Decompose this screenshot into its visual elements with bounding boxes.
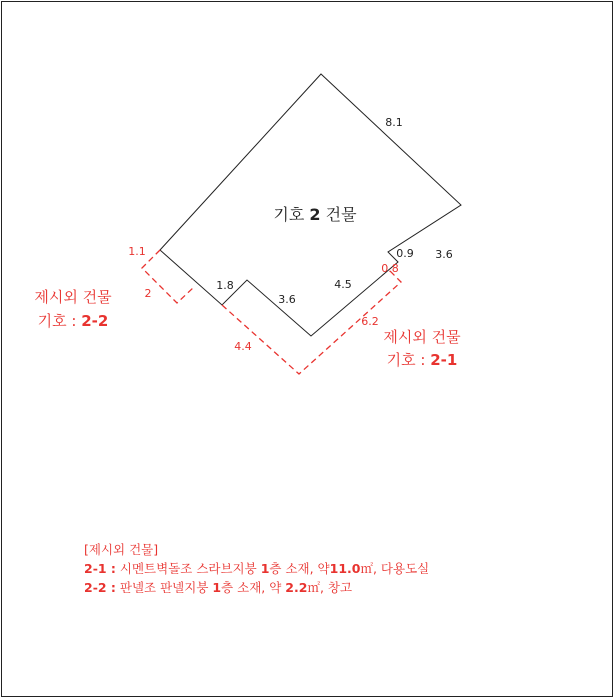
annex-2-2-label-line1: 제시외 건물 <box>34 288 112 306</box>
dim-inner-diag: 3.6 <box>278 293 296 306</box>
dim-right: 3.6 <box>435 248 453 261</box>
notes-line-2-2: 2-2 : 판넬조 판넬지붕 1층 소재, 약 2.2㎡, 창고 <box>84 580 353 595</box>
annex-2-1-label-line1: 제시외 건물 <box>383 328 461 346</box>
dim-annex-2-2-b: 2 <box>144 287 152 300</box>
annex-notes <box>84 540 429 597</box>
main-building-title: 기호 2 건물 <box>273 205 357 224</box>
dim-top-right: 8.1 <box>385 116 403 129</box>
dim-left-step: 1.8 <box>216 279 234 292</box>
dim-annex-2-1-b: 6.2 <box>361 315 379 328</box>
notes-header: [제시외 건물] <box>84 542 159 557</box>
notes-line-2-1: 2-1 : 시멘트벽돌조 스라브지붕 1층 소재, 약11.0㎡, 다용도실 <box>84 561 430 576</box>
annex-2-1-label-line2: 기호 : 2-1 <box>386 351 458 369</box>
dim-annex-2-1-a: 0.8 <box>381 262 399 275</box>
dim-annex-2-2-a: 1.1 <box>128 245 146 258</box>
dim-annex-2-1-c: 4.4 <box>234 340 252 353</box>
annex-2-2-label-line2: 기호 : 2-2 <box>37 312 109 330</box>
dim-notch-short: 0.9 <box>396 247 414 260</box>
dim-bottom-long: 4.5 <box>334 278 352 291</box>
